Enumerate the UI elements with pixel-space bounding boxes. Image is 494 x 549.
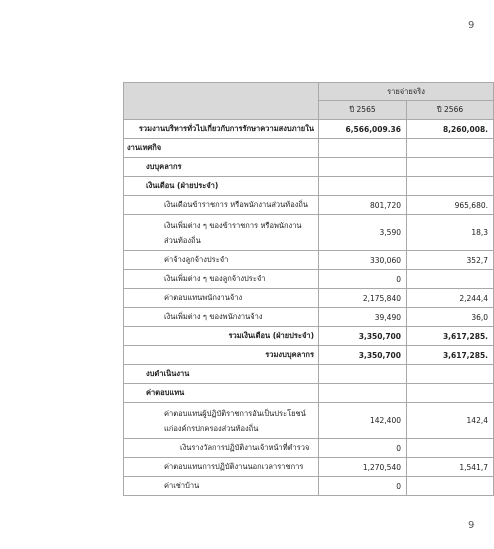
table-row bbox=[124, 270, 494, 289]
value-2566 bbox=[407, 177, 494, 196]
value-2565: 0 bbox=[319, 270, 407, 289]
value-2565: 801,720 bbox=[319, 196, 407, 215]
row-label: เงินเดือน (ฝ่ายประจำ) bbox=[124, 177, 319, 196]
table-row bbox=[124, 346, 494, 365]
row-label: งบบุคลากร bbox=[124, 158, 319, 177]
table-row bbox=[124, 308, 494, 327]
table-row bbox=[124, 439, 494, 458]
table-row bbox=[124, 215, 494, 251]
budget-table bbox=[123, 82, 494, 496]
table-row bbox=[124, 251, 494, 270]
value-2566 bbox=[407, 158, 494, 177]
row-label: ค่าตอบแทน bbox=[124, 384, 319, 403]
table-row bbox=[124, 327, 494, 346]
value-2566: 3,617,285. bbox=[407, 327, 494, 346]
row-label: ค่าตอบแทนพนักงานจ้าง bbox=[124, 289, 319, 308]
header-label-cell bbox=[124, 83, 319, 120]
row-label: งานเทศกิจ bbox=[124, 139, 319, 158]
table-row bbox=[124, 158, 494, 177]
value-2565: 330,060 bbox=[319, 251, 407, 270]
value-2566: 142,4 bbox=[407, 403, 494, 439]
table-row bbox=[124, 477, 494, 496]
row-label: ค่าจ้างลูกจ้างประจำ bbox=[124, 251, 319, 270]
value-2566 bbox=[407, 384, 494, 403]
row-label: รวมงบบุคลากร bbox=[124, 346, 319, 365]
table-row bbox=[124, 196, 494, 215]
row-label: เงินเพิ่มต่าง ๆ ของลูกจ้างประจำ bbox=[124, 270, 319, 289]
value-2566 bbox=[407, 477, 494, 496]
page-number-top: 9 bbox=[468, 20, 475, 31]
value-2566 bbox=[407, 365, 494, 384]
value-2565: 3,590 bbox=[319, 215, 407, 251]
table-row bbox=[124, 458, 494, 477]
value-2565: 39,490 bbox=[319, 308, 407, 327]
value-2566 bbox=[407, 270, 494, 289]
value-2565 bbox=[319, 384, 407, 403]
value-2566 bbox=[407, 439, 494, 458]
row-label: เงินเพิ่มต่าง ๆ ของพนักงานจ้าง bbox=[124, 308, 319, 327]
value-2565: 142,400 bbox=[319, 403, 407, 439]
value-2565: 3,350,700 bbox=[319, 346, 407, 365]
table-row bbox=[124, 384, 494, 403]
value-2566: 1,541,7 bbox=[407, 458, 494, 477]
value-2566: 965,680. bbox=[407, 196, 494, 215]
row-label: รวมเงินเดือน (ฝ่ายประจำ) bbox=[124, 327, 319, 346]
page-number-bottom: 9 bbox=[468, 520, 475, 531]
value-2566: 36,0 bbox=[407, 308, 494, 327]
value-2565 bbox=[319, 139, 407, 158]
row-label: รวมงานบริหารทั่วไปเกี่ยวกับการรักษาความสงบภายใน bbox=[124, 120, 319, 139]
header-year-2566: ปี 2566 bbox=[407, 101, 494, 120]
value-2565: 0 bbox=[319, 477, 407, 496]
value-2565: 3,350,700 bbox=[319, 327, 407, 346]
value-2565: 1,270,540 bbox=[319, 458, 407, 477]
table-row bbox=[124, 289, 494, 308]
value-2566 bbox=[407, 139, 494, 158]
row-label: ค่าตอบแทนผู้ปฏิบัติราชการอันเป็นประโยชน์แก่องค์กรปกครองส่วนท้องถิ่น bbox=[124, 403, 319, 439]
header-group-actual-expense: รายจ่ายจริง bbox=[319, 83, 494, 101]
value-2566: 8,260,008. bbox=[407, 120, 494, 139]
value-2566: 18,3 bbox=[407, 215, 494, 251]
header-year-2565: ปี 2565 bbox=[319, 101, 407, 120]
value-2566: 3,617,285. bbox=[407, 346, 494, 365]
value-2566: 352,7 bbox=[407, 251, 494, 270]
value-2565 bbox=[319, 177, 407, 196]
table-row bbox=[124, 403, 494, 439]
value-2565: 2,175,840 bbox=[319, 289, 407, 308]
value-2565 bbox=[319, 158, 407, 177]
table-row bbox=[124, 120, 494, 139]
row-label: เงินเดือนข้าราชการ หรือพนักงานส่วนท้องถิ่น bbox=[124, 196, 319, 215]
value-2566: 2,244,4 bbox=[407, 289, 494, 308]
table-row bbox=[124, 365, 494, 384]
row-label: ค่าตอบแทนการปฏิบัติงานนอกเวลาราชการ bbox=[124, 458, 319, 477]
value-2565 bbox=[319, 365, 407, 384]
row-label: ค่าเช่าบ้าน bbox=[124, 477, 319, 496]
row-label: เงินรางวัลการปฏิบัติงานเจ้าหน้าที่ตำรวจ bbox=[124, 439, 319, 458]
value-2565: 6,566,009.36 bbox=[319, 120, 407, 139]
table-row bbox=[124, 177, 494, 196]
row-label: เงินเพิ่มต่าง ๆ ของข้าราชการ หรือพนักงานส่วนท้องถิ่น bbox=[124, 215, 319, 251]
row-label: งบดำเนินงาน bbox=[124, 365, 319, 384]
table-row bbox=[124, 139, 494, 158]
budget-table-container bbox=[123, 82, 489, 496]
value-2565: 0 bbox=[319, 439, 407, 458]
